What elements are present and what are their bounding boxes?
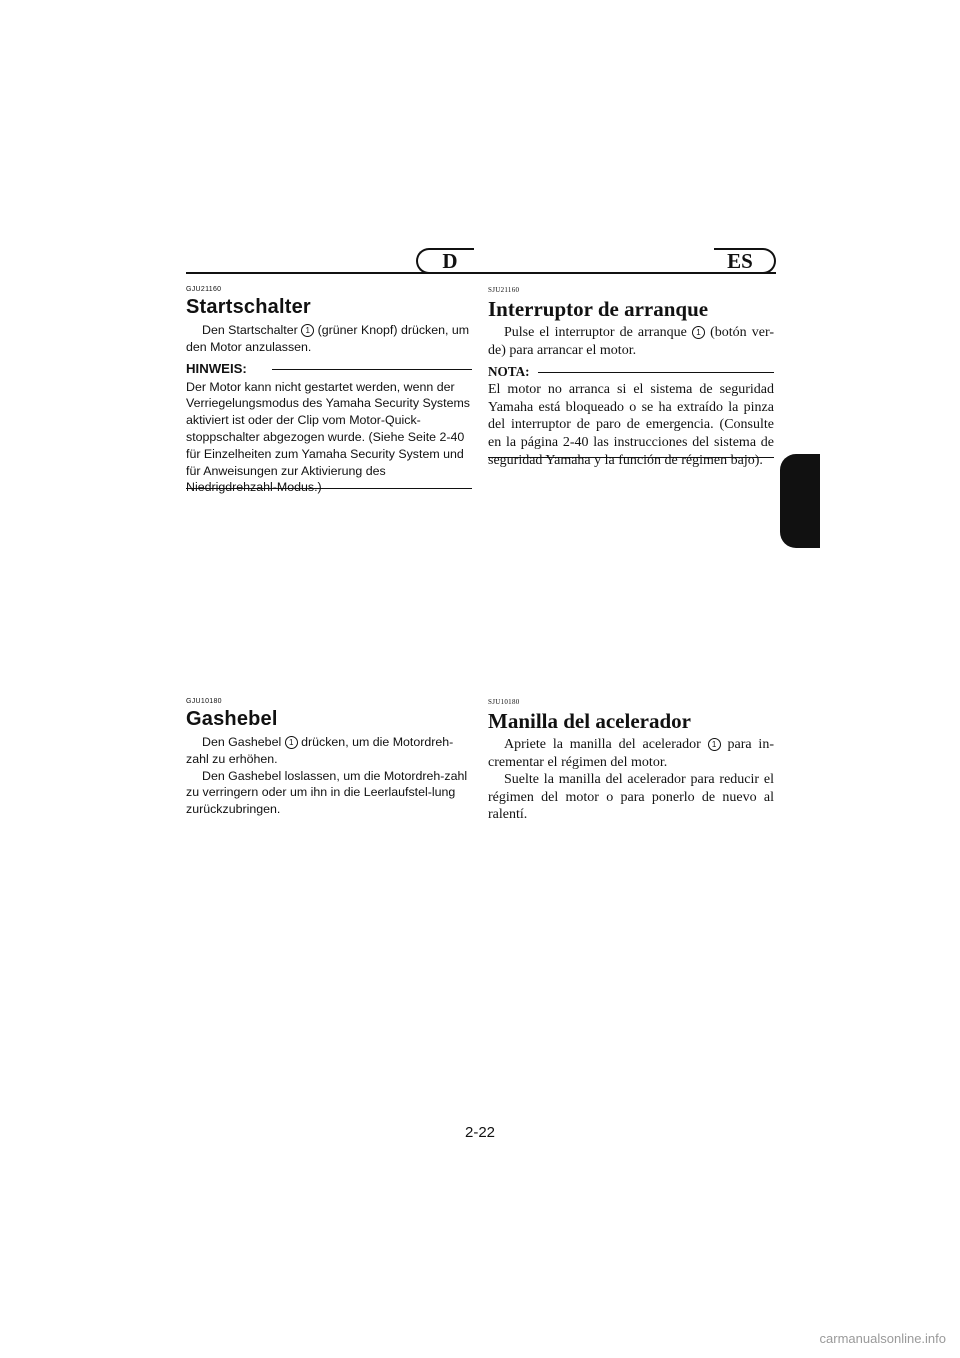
page-number: 2-22	[464, 1124, 496, 1141]
section-code: GJU10180	[186, 698, 222, 705]
note-end-rule	[186, 488, 472, 489]
section-interruptor	[488, 286, 774, 469]
note-label: HINWEIS:	[186, 360, 247, 376]
section-paragraph: Den Startschalter 1 (grüner Knopf) drücken, um den Motor anzulassen.	[186, 323, 470, 354]
section-gashebel	[186, 698, 472, 818]
section-paragraph: Suelte la manilla del acelerador para reducir el régimen del motor o para ponerlo de nuevo al ralentí.	[488, 772, 774, 823]
callout-marker: 1	[692, 326, 705, 339]
section-paragraph: Apriete la manilla del acelerador 1 para in-crementar el régimen del motor.	[488, 737, 774, 770]
section-paragraph: Pulse el interruptor de arranque 1 (botón ver-de) para arrancar el motor.	[488, 325, 774, 358]
callout-marker: 1	[708, 738, 721, 751]
section-startschalter	[186, 286, 472, 496]
note-rule	[538, 372, 774, 373]
note-label: NOTA:	[488, 364, 530, 380]
section-code: SJU21160	[488, 286, 520, 294]
note-header	[186, 360, 472, 377]
note-header	[488, 363, 774, 380]
chapter-tab	[780, 454, 820, 548]
note-rule	[272, 369, 472, 370]
watermark: carmanualsonline.info	[819, 1331, 946, 1346]
section-code: GJU21160	[186, 286, 222, 293]
section-title: Startschalter	[186, 296, 311, 318]
language-label-spanish: ES	[714, 248, 776, 274]
note-end-rule	[488, 457, 774, 458]
section-title: Interruptor de arranque	[488, 297, 709, 321]
language-label-german: D	[416, 248, 474, 274]
section-title: Manilla del acelerador	[488, 709, 691, 733]
section-paragraph: Den Gashebel loslassen, um die Motordreh-zahl zu verringern oder um ihn in die Leerlaufstel-lung zurückzubringen.	[186, 768, 468, 817]
note-text: Der Motor kann nicht gestartet werden, wenn der Verriegelungsmodus des Yamaha Security Systems aktiviert ist oder der Clip vom Motor-Quick-stoppschalter abgezogen wurde. (Siehe Seite 2-40 für Einzelheiten zum Yamaha Security System und für Anweisungen zur Aktivierung des Niedrigdrehzahl-Modus.)	[186, 379, 470, 495]
section-title: Gashebel	[186, 708, 278, 730]
section-manilla	[488, 698, 774, 824]
callout-marker: 1	[285, 736, 298, 749]
note-text: El motor no arranca si el sistema de seguridad Yamaha está bloqueado o se ha extraído la pinza del interruptor de paro de emergencia. (Consulte en la página 2-40 las instrucciones del sistema de seguridad Yamaha y la función de régimen bajo).	[488, 382, 774, 468]
callout-marker: 1	[301, 324, 314, 337]
section-code: SJU10180	[488, 698, 520, 706]
section-paragraph: Den Gashebel 1 drücken, um die Motordreh-zahl zu erhöhen.	[186, 735, 454, 766]
header-rule	[186, 272, 776, 274]
